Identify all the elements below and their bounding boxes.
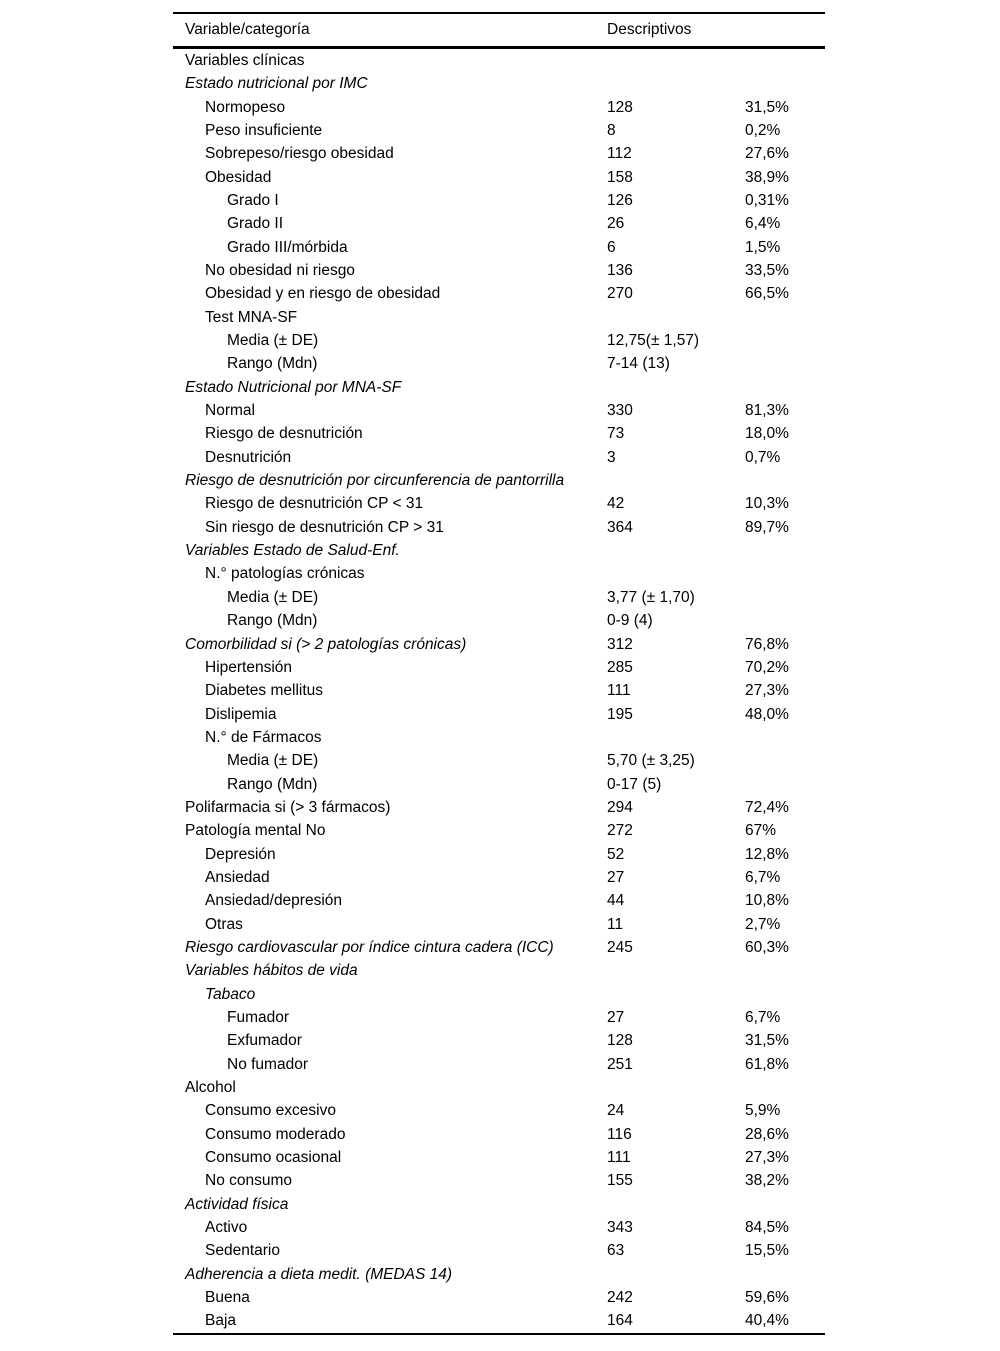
table-row (173, 236, 825, 259)
descriptives-table (173, 12, 825, 1335)
row-percent: 38,9% (745, 168, 789, 186)
table-row (173, 259, 825, 282)
row-percent: 40,4% (745, 1312, 789, 1330)
table-row (173, 843, 825, 866)
row-count: 5,70 (± 3,25) (607, 752, 695, 770)
row-count: 111 (607, 682, 631, 700)
row-percent: 10,8% (745, 892, 789, 910)
row-label: Sin riesgo de desnutrición CP > 31 (205, 518, 444, 536)
row-label: Sobrepeso/riesgo obesidad (205, 145, 394, 163)
table-row (173, 493, 825, 516)
row-label: Variables clínicas (185, 51, 305, 69)
table-row (173, 889, 825, 912)
row-count: 312 (607, 635, 633, 653)
row-count: 164 (607, 1312, 633, 1330)
table-row (173, 726, 825, 749)
row-label: Variables Estado de Salud-Enf. (185, 542, 400, 560)
row-label: Media (± DE) (227, 752, 319, 770)
table-row (173, 679, 825, 702)
row-percent: 76,8% (745, 635, 789, 653)
table-row (173, 609, 825, 632)
row-count: 6 (607, 238, 616, 256)
row-count: 7-14 (13) (607, 355, 670, 373)
row-count: 251 (607, 1055, 633, 1073)
row-label: Consumo ocasional (205, 1149, 342, 1167)
table-header-row (173, 14, 825, 49)
row-percent: 70,2% (745, 658, 789, 676)
row-label: Alcohol (185, 1079, 236, 1097)
row-label: Media (± DE) (227, 332, 319, 350)
row-count: 128 (607, 98, 633, 116)
table-row (173, 212, 825, 235)
table-row (173, 1216, 825, 1239)
row-count: 73 (607, 425, 625, 443)
table-row (173, 1123, 825, 1146)
row-label: Media (± DE) (227, 588, 319, 606)
row-percent: 48,0% (745, 705, 789, 723)
row-label: Consumo excesivo (205, 1102, 336, 1120)
row-count: 158 (607, 168, 633, 186)
table-row (173, 282, 825, 305)
row-percent: 81,3% (745, 402, 789, 420)
row-label: Estado Nutricional por MNA-SF (185, 378, 402, 396)
row-label: Normal (205, 402, 255, 420)
row-label: Comorbilidad si (> 2 patologías crónicas) (185, 635, 467, 653)
table-row (173, 72, 825, 95)
table-row (173, 376, 825, 399)
row-label: Fumador (227, 1009, 290, 1027)
row-count: 242 (607, 1289, 633, 1307)
table-row (173, 166, 825, 189)
row-label: Depresión (205, 845, 276, 863)
row-count: 136 (607, 262, 633, 280)
row-percent: 6,7% (745, 868, 781, 886)
column-header-variable: Variable/categoría (185, 21, 310, 38)
row-percent: 2,7% (745, 915, 781, 933)
row-percent: 59,6% (745, 1289, 789, 1307)
row-label: Variables hábitos de vida (185, 962, 358, 980)
row-count: 155 (607, 1172, 633, 1190)
row-percent: 38,2% (745, 1172, 789, 1190)
row-label: Peso insuficiente (205, 121, 323, 139)
table-row (173, 1099, 825, 1122)
row-label: Hipertensión (205, 658, 293, 676)
table-row (173, 1170, 825, 1193)
row-label: Buena (205, 1289, 250, 1307)
table-row (173, 49, 825, 72)
row-count: 52 (607, 845, 625, 863)
row-count: 272 (607, 822, 633, 840)
row-count: 128 (607, 1032, 633, 1050)
table-row (173, 1053, 825, 1076)
row-label: Riesgo de desnutrición (205, 425, 363, 443)
row-count: 126 (607, 191, 633, 209)
table-row (173, 423, 825, 446)
column-header-descriptivos: Descriptivos (607, 21, 692, 38)
row-label: Patología mental No (185, 822, 326, 840)
table-row (173, 399, 825, 422)
row-percent: 15,5% (745, 1242, 789, 1260)
row-percent: 67% (745, 822, 777, 840)
row-label: Ansiedad (205, 868, 270, 886)
row-count: 11 (607, 915, 624, 933)
row-percent: 31,5% (745, 98, 789, 116)
table-row (173, 703, 825, 726)
row-label: N.° patologías crónicas (205, 565, 365, 583)
row-count: 364 (607, 518, 633, 536)
row-percent: 89,7% (745, 518, 789, 536)
row-percent: 72,4% (745, 798, 789, 816)
row-percent: 10,3% (745, 495, 789, 513)
table-row (173, 189, 825, 212)
row-label: Otras (205, 915, 243, 933)
row-percent: 66,5% (745, 285, 789, 303)
row-count: 112 (607, 145, 632, 163)
row-count: 24 (607, 1102, 625, 1120)
row-count: 44 (607, 892, 625, 910)
row-label: Grado III/mórbida (227, 238, 348, 256)
row-percent: 60,3% (745, 938, 789, 956)
table-row (173, 1029, 825, 1052)
table-row (173, 1146, 825, 1169)
row-count: 270 (607, 285, 633, 303)
row-percent: 6,4% (745, 215, 781, 233)
row-label: Riesgo cardiovascular por índice cintura cadera (ICC) (185, 938, 554, 956)
row-label: Estado nutricional por IMC (185, 75, 368, 93)
row-count: 330 (607, 402, 633, 420)
table-row (173, 1240, 825, 1263)
row-count: 285 (607, 658, 633, 676)
row-percent: 0,7% (745, 448, 781, 466)
row-label: Diabetes mellitus (205, 682, 324, 700)
row-label: Grado I (227, 191, 279, 209)
table-row (173, 796, 825, 819)
row-label: Consumo moderado (205, 1125, 346, 1143)
row-count: 8 (607, 121, 616, 139)
row-label: Exfumador (227, 1032, 302, 1050)
row-label: No consumo (205, 1172, 293, 1190)
row-label: Test MNA-SF (205, 308, 298, 326)
row-label: Actividad física (185, 1195, 289, 1213)
row-percent: 6,7% (745, 1009, 781, 1027)
table-row (173, 586, 825, 609)
row-label: Sedentario (205, 1242, 280, 1260)
row-label: No fumador (227, 1055, 308, 1073)
row-count: 294 (607, 798, 633, 816)
table-row (173, 96, 825, 119)
table-row (173, 142, 825, 165)
row-label: Rango (Mdn) (227, 355, 318, 373)
table-row (173, 959, 825, 982)
table-row (173, 656, 825, 679)
table-row (173, 469, 825, 492)
table-row (173, 1076, 825, 1099)
row-label: Rango (Mdn) (227, 612, 318, 630)
row-count: 0-9 (4) (607, 612, 653, 630)
table-row (173, 936, 825, 959)
row-label: Riesgo de desnutrición CP < 31 (205, 495, 424, 513)
row-count: 42 (607, 495, 625, 513)
row-label: Baja (205, 1312, 237, 1330)
table-row (173, 1310, 825, 1333)
table-row (173, 819, 825, 842)
row-label: Desnutrición (205, 448, 292, 466)
row-label: No obesidad ni riesgo (205, 262, 355, 280)
table-row (173, 539, 825, 562)
row-label: Adherencia a dieta medit. (MEDAS 14) (185, 1265, 453, 1283)
row-count: 27 (607, 868, 625, 886)
row-label: Tabaco (205, 985, 256, 1003)
row-label: Obesidad (205, 168, 272, 186)
table-row (173, 1263, 825, 1286)
row-percent: 31,5% (745, 1032, 789, 1050)
row-label: Rango (Mdn) (227, 775, 318, 793)
row-percent: 5,9% (745, 1102, 781, 1120)
row-count: 343 (607, 1219, 633, 1237)
row-label: Activo (205, 1219, 248, 1237)
row-percent: 33,5% (745, 262, 789, 280)
row-count: 26 (607, 215, 625, 233)
table-body (173, 49, 825, 1333)
table-row (173, 749, 825, 772)
row-percent: 28,6% (745, 1125, 789, 1143)
row-count: 116 (607, 1125, 632, 1143)
row-percent: 0,31% (745, 191, 789, 209)
table-row (173, 913, 825, 936)
row-percent: 0,2% (745, 121, 781, 139)
table-row (173, 1006, 825, 1029)
table-row (173, 329, 825, 352)
row-label: Dislipemia (205, 705, 277, 723)
table-row (173, 773, 825, 796)
table-row (173, 352, 825, 375)
row-percent: 18,0% (745, 425, 789, 443)
row-label: Ansiedad/depresión (205, 892, 343, 910)
row-count: 12,75(± 1,57) (607, 332, 700, 350)
row-label: Riesgo de desnutrición por circunferencia de pantorrilla (185, 472, 565, 490)
row-label: Grado II (227, 215, 283, 233)
table-row (173, 866, 825, 889)
row-count: 3,77 (± 1,70) (607, 588, 695, 606)
row-count: 111 (607, 1149, 631, 1167)
table-row (173, 1193, 825, 1216)
table-row (173, 1286, 825, 1309)
table-row (173, 119, 825, 142)
row-count: 63 (607, 1242, 625, 1260)
row-percent: 12,8% (745, 845, 789, 863)
row-label: Normopeso (205, 98, 286, 116)
row-percent: 27,3% (745, 682, 789, 700)
row-count: 245 (607, 938, 633, 956)
table-row (173, 516, 825, 539)
table-row (173, 983, 825, 1006)
row-label: Obesidad y en riesgo de obesidad (205, 285, 441, 303)
row-count: 195 (607, 705, 633, 723)
table-row (173, 446, 825, 469)
row-percent: 1,5% (745, 238, 781, 256)
row-percent: 27,6% (745, 145, 789, 163)
row-percent: 84,5% (745, 1219, 789, 1237)
row-count: 27 (607, 1009, 625, 1027)
row-percent: 61,8% (745, 1055, 789, 1073)
row-label: N.° de Fármacos (205, 728, 322, 746)
row-count: 3 (607, 448, 616, 466)
row-label: Polifarmacia si (> 3 fármacos) (185, 798, 391, 816)
row-percent: 27,3% (745, 1149, 789, 1167)
table-row (173, 633, 825, 656)
table-row (173, 306, 825, 329)
table-row (173, 563, 825, 586)
row-count: 0-17 (5) (607, 775, 662, 793)
